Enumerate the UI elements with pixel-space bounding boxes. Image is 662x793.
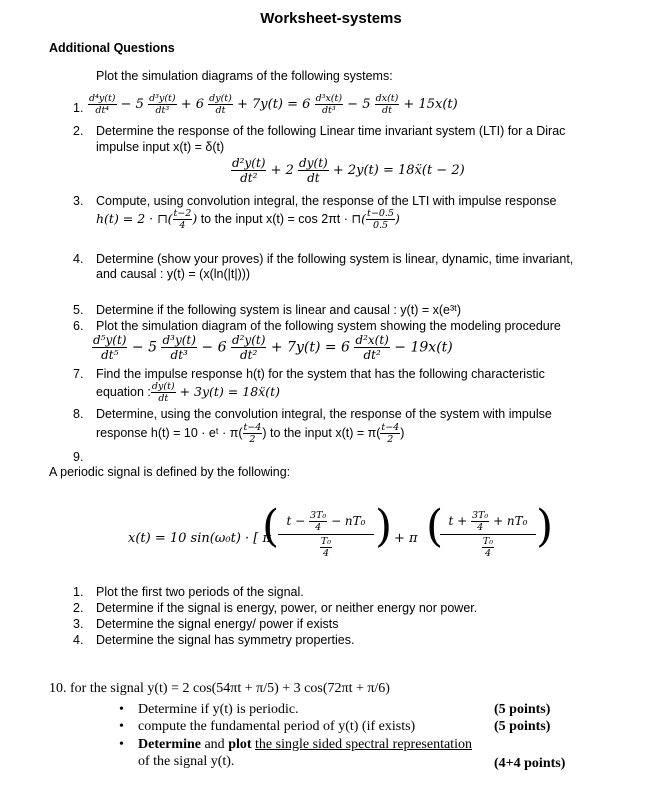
q10-bullet2-points: (5 points) — [494, 719, 551, 734]
q1-frac4-num: d³x(t) — [315, 93, 343, 104]
q1-term3: + 7y(t) = 6 — [232, 97, 311, 112]
q2-number: 2. — [73, 124, 84, 138]
q2-frac1-den: dt² — [240, 171, 258, 185]
paren-b-left: ( — [426, 501, 444, 552]
q7-line1: Find the impulse response h(t) for the system that has the following characteristic — [96, 367, 545, 381]
periodic-a-bot-num: T₀ — [320, 536, 332, 547]
q8-h-frac-num: t−4 — [243, 422, 262, 433]
periodic-b-den: 4 — [477, 522, 484, 533]
bullet-icon: • — [119, 719, 124, 734]
periodic-b-bot-num: T₀ — [482, 536, 494, 547]
q1-frac1-den: dt⁴ — [95, 105, 110, 116]
q6-equation — [92, 333, 453, 362]
task-number: 2. — [73, 601, 84, 615]
q3-h-frac-num: t−2 — [173, 208, 192, 219]
periodic-b-post: + nT₀ — [493, 514, 528, 528]
q6-frac2-num: d³y(t) — [162, 333, 196, 347]
q6-frac4-num: d²x(t) — [355, 333, 389, 347]
q2-frac2-num: dy(t) — [299, 156, 328, 170]
q6-term4: − 19x(t) — [389, 339, 453, 356]
q3-line2: h(t) = 2 · ⊓( $\frac{t-2}{4}$ ) to the input x(t) = cos 2πt · ⊓( $\frac{t-0.5}{0.5}$ ) — [96, 208, 400, 231]
periodic-frac-b — [440, 510, 536, 559]
q3-x-frac-den: 0.5 — [372, 220, 389, 231]
q3-h-frac-den: 4 — [179, 220, 186, 231]
q2-line1: Determine the response of the following Linear time invariant system (LTI) for a Dirac — [96, 124, 566, 138]
task-text: Plot the first two periods of the signal. — [96, 585, 304, 599]
q8-x-frac-num: t−4 — [381, 422, 400, 433]
q10-intro: 10. for the signal y(t) = 2 cos(54πt + π/5) + 3 cos(72πt + π/6) — [49, 681, 390, 696]
q6-frac1-num: d⁵y(t) — [93, 333, 127, 347]
q1-term5: + 15x(t) — [399, 97, 458, 112]
q7-eq-pre: equation : — [96, 384, 151, 399]
q1-frac2-den: dt³ — [155, 105, 170, 116]
q1-number: 1. — [73, 101, 84, 115]
q2-term2: + 2y(t) = 18ẍ(t − 2) — [328, 163, 465, 178]
q7-frac-den: dt — [158, 393, 169, 404]
q7-frac-num: dy(t) — [151, 381, 175, 392]
q2-term1: + 2 — [266, 163, 294, 178]
page-title: Worksheet-systems — [260, 10, 402, 27]
q10-bullet1-points: (5 points) — [494, 702, 551, 717]
periodic-b-num: 3T₀ — [472, 510, 489, 521]
q4-line2: and causal : y(t) = (x(ln(|t|))) — [96, 267, 251, 281]
q10-bullet3-line2: of the signal y(t). — [138, 754, 235, 769]
q8-number: 8. — [73, 407, 84, 421]
q6-frac3-den: dt² — [240, 348, 258, 362]
q1-equation — [88, 93, 458, 116]
q2-frac2-den: dt — [307, 171, 320, 185]
q1-frac5-den: dt — [382, 105, 392, 116]
q1-frac1-num: d⁴y(t) — [89, 93, 116, 104]
q9-number: 9. — [73, 450, 84, 464]
q2-frac1-num: d²y(t) — [232, 156, 266, 170]
q7-number: 7. — [73, 367, 84, 381]
q1-term4: − 5 — [343, 97, 371, 112]
periodic-b-t: t + — [448, 514, 468, 528]
q2-equation — [231, 156, 465, 185]
q6-term2: − 6 — [196, 339, 227, 356]
q10-bullet3 — [138, 737, 472, 753]
q4-number: 4. — [73, 252, 84, 266]
q10-bullet1: Determine if y(t) is periodic. — [138, 702, 299, 717]
q3-x-frac-num: t−0.5 — [367, 208, 394, 219]
q8-x-frac-den: 2 — [387, 434, 394, 445]
q5-text: Determine if the following system is linear and causal : y(t) = x(e³ᵗ) — [96, 303, 462, 317]
q8-h-frac-den: 2 — [249, 434, 256, 445]
q6-frac3-num: d²y(t) — [231, 333, 266, 347]
periodic-a-num: 3T₀ — [310, 510, 327, 521]
periodic-frac-a — [278, 510, 374, 559]
q3-mid: to the input x(t) = cos 2πt · ⊓ — [197, 212, 362, 226]
q1-frac5-num: dx(t) — [375, 93, 399, 104]
periodic-lhs: x(t) = 10 sin(ω₀t) · [ π — [128, 531, 272, 546]
q6-frac1-den: dt⁵ — [101, 348, 119, 362]
task-number: 4. — [73, 633, 84, 647]
q8-line2: response h(t) = 10 · eᵗ · π( $\frac{t-4}{2}$ ) to the input x(t) = π( $\frac{t-4}{2}$ ) — [96, 422, 405, 445]
paren-a-left: ( — [262, 501, 280, 552]
q3-line1: Compute, using convolution integral, the response of the LTI with impulse response — [96, 194, 557, 208]
q10-bullet2: compute the fundamental period of y(t) (if exists) — [138, 719, 416, 734]
q5-number: 5. — [73, 303, 84, 317]
periodic-a-bot-den: 4 — [322, 548, 330, 559]
q6-term1: − 5 — [127, 339, 158, 356]
q10-b3-plot: plot — [228, 737, 252, 752]
q1-frac3-den: dt — [215, 105, 226, 116]
q8-line1: Determine, using the convolution integral, the response of the system with impulse — [96, 407, 552, 421]
task-text: Determine the signal has symmetry properties. — [96, 633, 355, 647]
task-text: Determine the signal energy/ power if exists — [96, 617, 339, 631]
paren-b-right: ) — [536, 501, 554, 552]
q1-term2: + 6 — [176, 97, 205, 112]
q8-mid: to the input x(t) = π — [266, 425, 377, 440]
q1-frac3-num: dy(t) — [209, 93, 232, 104]
q9-text: A periodic signal is defined by the following: — [49, 465, 291, 479]
q6-term3: + 7y(t) = 6 — [266, 339, 350, 356]
q2-line2: impulse input x(t) = δ(t) — [96, 140, 225, 154]
q10-b3-determine: Determine — [138, 737, 201, 752]
q4-line1: Determine (show your proves) if the following system is linear, dynamic, time invariant, — [96, 252, 574, 266]
intro-text: Plot the simulation diagrams of the following systems: — [96, 69, 393, 83]
periodic-plus: + π — [394, 531, 418, 546]
q1-frac2-num: d³y(t) — [149, 93, 176, 104]
q1-frac4-den: dt³ — [321, 105, 336, 116]
q7-line2 — [96, 381, 280, 404]
periodic-a-t: t − — [286, 514, 306, 528]
q6-number: 6. — [73, 319, 84, 333]
q10-b3-spectral: the single sided spectral representation — [255, 737, 472, 752]
q7-eq-post: + 3y(t) = 18ẍ(t) — [175, 383, 280, 399]
task-number: 1. — [73, 585, 84, 599]
q6-frac2-den: dt³ — [170, 348, 188, 362]
q10-b3-and: and — [200, 737, 229, 752]
q1-term1: − 5 — [116, 97, 144, 112]
paren-a-right: ) — [375, 501, 393, 552]
q3-h-pre: h(t) = 2 · ⊓ — [96, 211, 168, 226]
section-heading: Additional Questions — [49, 41, 175, 55]
periodic-a-post: − nT₀ — [331, 514, 366, 528]
q10-bullet3-points: (4+4 points) — [494, 756, 566, 771]
q3-number: 3. — [73, 194, 84, 208]
periodic-b-bot-den: 4 — [484, 548, 492, 559]
periodic-a-den: 4 — [315, 522, 322, 533]
q8-h-pre: response h(t) = 10 · eᵗ · π — [96, 425, 239, 440]
task-number: 3. — [73, 617, 84, 631]
bullet-icon: • — [119, 737, 124, 752]
task-text: Determine if the signal is energy, power, or neither energy nor power. — [96, 601, 478, 615]
q6-frac4-den: dt² — [363, 348, 381, 362]
bullet-icon: • — [119, 702, 124, 717]
q6-line1: Plot the simulation diagram of the following system showing the modeling procedure — [96, 319, 561, 333]
